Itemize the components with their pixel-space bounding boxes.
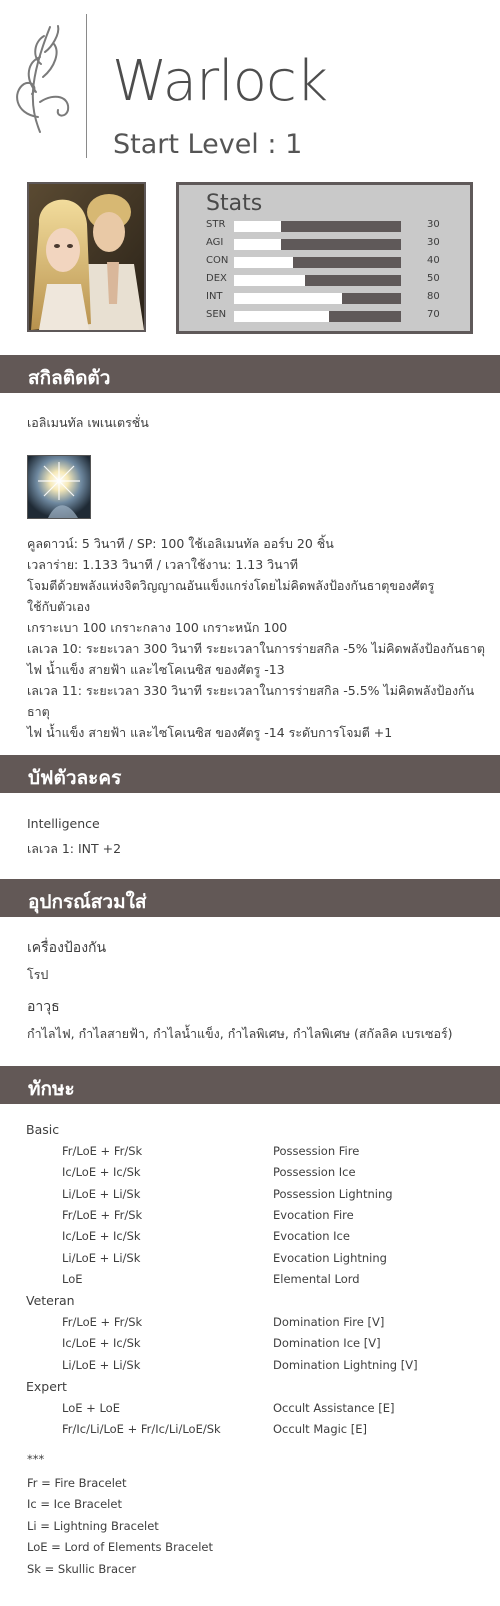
- stat-bar: [234, 275, 401, 286]
- stat-bar: [234, 257, 401, 268]
- stat-value: 40: [427, 255, 440, 266]
- stat-name: CON: [206, 255, 229, 266]
- skill-combo-name: Occult Magic [E]: [273, 1422, 368, 1437]
- stat-bar-fill: [234, 221, 281, 232]
- stat-bar-fill: [234, 275, 305, 286]
- weapon-value: กำไลไฟ, กำไลสายฟ้า, กำไลน้ำแข็ง, กำไลพิเศษ, กำไลพิเศษ (สกัลลิค เบรเซอร์): [27, 1026, 453, 1041]
- stat-row-con: [179, 254, 470, 270]
- stat-bar: [234, 293, 401, 304]
- legend-item: LoE = Lord of Elements Bracelet: [27, 1540, 214, 1555]
- legend-item: Ic = Ice Bracelet: [27, 1497, 122, 1512]
- section-title: อุปกรณ์สวมใส่: [28, 891, 147, 913]
- stat-row-dex: [179, 272, 470, 288]
- stat-bar-fill: [234, 239, 281, 250]
- note-mark: ***: [27, 1451, 45, 1466]
- skill-combo-input: LoE + LoE: [62, 1401, 120, 1415]
- skill-desc-line: เวลาร่าย: 1.133 วินาที / เวลาใช้งาน: 1.13 วินาที: [27, 557, 298, 572]
- feather-logo: [10, 22, 78, 137]
- class-title: Warlock: [112, 49, 328, 114]
- stat-row-str: [179, 218, 470, 234]
- buff-detail: เลเวล 1: INT +2: [27, 841, 122, 856]
- stat-bar: [234, 239, 401, 250]
- stat-value: 30: [427, 219, 440, 230]
- section-title: สกิลติดตัว: [28, 367, 111, 389]
- stat-bar-fill: [234, 311, 329, 322]
- skill-combo-input: Fr/LoE + Fr/Sk: [62, 1315, 143, 1330]
- legend-item: Sk = Skullic Bracer: [27, 1561, 137, 1576]
- header-divider: [86, 14, 87, 158]
- skill-desc-line: ใช้กับตัวเอง: [27, 599, 91, 614]
- skill-description: [27, 533, 487, 743]
- skill-combo-input: Li/LoE + Li/Sk: [62, 1186, 141, 1201]
- skill-combo-name: Domination Ice [V]: [273, 1336, 381, 1351]
- skill-combo-name: Evocation Ice: [273, 1229, 350, 1244]
- armor-value: โรป: [27, 967, 49, 982]
- stat-name: SEN: [206, 309, 227, 320]
- stat-value: 70: [427, 309, 440, 320]
- stats-panel: [176, 182, 473, 334]
- skill-combo-input: Ic/LoE + Ic/Sk: [62, 1165, 141, 1180]
- stat-value: 30: [427, 237, 440, 248]
- armor-label: เครื่องป้องกัน: [27, 940, 107, 956]
- stat-value: 80: [427, 291, 440, 302]
- skill-combo-name: Domination Fire [V]: [273, 1315, 385, 1330]
- skill-group-label: Veteran: [26, 1293, 75, 1309]
- stat-value: 50: [427, 273, 440, 284]
- skill-combo-input: LoE: [62, 1271, 83, 1286]
- character-portrait: [27, 182, 146, 332]
- skill-combo-name: Possession Ice: [273, 1165, 356, 1180]
- skill-combo-name: Evocation Lightning: [273, 1250, 387, 1265]
- start-level: Start Level : 1: [113, 129, 303, 160]
- skill-combo-name: Possession Lightning: [273, 1186, 393, 1201]
- section-title: บัฟตัวละคร: [28, 767, 122, 789]
- stat-row-int: [179, 290, 470, 306]
- skill-desc-line: เลเวล 10: ระยะเวลา 300 วินาที ระยะเวลาในการร่ายสกิล -5% ไม่คิดพลังป้องกันธาตุ: [27, 641, 486, 656]
- skill-combo-name: Domination Lightning [V]: [273, 1357, 418, 1372]
- section-equipment: [0, 879, 500, 917]
- stat-name: INT: [206, 291, 223, 302]
- stat-bar: [234, 221, 401, 232]
- skill-desc-line: ไฟ น้ำแข็ง สายฟ้า และไซโคเนซิส ของศัตรู -14 ระดับการโจมตี +1: [27, 725, 393, 740]
- skill-desc-line: ไฟ น้ำแข็ง สายฟ้า และไซโคเนซิส ของศัตรู -13: [27, 662, 285, 677]
- section-title: ทักษะ: [28, 1078, 75, 1100]
- skill-icon: [27, 455, 91, 519]
- skill-combo-input: Li/LoE + Li/Sk: [62, 1357, 141, 1372]
- stat-name: STR: [206, 219, 226, 230]
- section-buff: [0, 755, 500, 793]
- skill-combo-input: Ic/LoE + Ic/Sk: [62, 1336, 141, 1351]
- stat-row-agi: [179, 236, 470, 252]
- legend-item: Fr = Fire Bracelet: [27, 1475, 127, 1490]
- skill-combo-name: Occult Assistance [E]: [273, 1401, 395, 1415]
- buff-name: Intelligence: [27, 816, 100, 831]
- legend-item: Li = Lightning Bracelet: [27, 1518, 159, 1533]
- skill-desc-line: คูลดาวน์: 5 วินาที / SP: 100 ใช้เอลิเมนทัล ออร์บ 20 ชิ้น: [27, 536, 334, 551]
- stat-bar-fill: [234, 293, 342, 304]
- skill-combo-name: Evocation Fire: [273, 1207, 354, 1222]
- stat-name: AGI: [206, 237, 224, 248]
- skill-name: เอลิเมนทัล เพเนเตรชั่น: [27, 415, 149, 430]
- stat-bar-fill: [234, 257, 293, 268]
- skill-desc-line: เกราะเบา 100 เกราะกลาง 100 เกราะหนัก 100: [27, 620, 288, 635]
- skill-desc-line: เลเวล 11: ระยะเวลา 330 วินาที ระยะเวลาในการร่ายสกิล -5.5% ไม่คิดพลังป้องกันธาตุ: [27, 683, 475, 719]
- stat-row-sen: [179, 308, 470, 324]
- skill-desc-line: โจมตีด้วยพลังแห่งจิตวิญญาณอันแข็งแกร่งโดยไม่คิดพลังป้องกันธาตุของศัตรู: [27, 578, 435, 593]
- stat-bar: [234, 311, 401, 322]
- skill-combo-input: Fr/LoE + Fr/Sk: [62, 1144, 143, 1158]
- skill-combo-input: Li/LoE + Li/Sk: [62, 1250, 141, 1265]
- skill-combo-input: Ic/LoE + Ic/Sk: [62, 1229, 141, 1244]
- skill-combo-input: Fr/Ic/Li/LoE + Fr/Ic/Li/LoE/Sk: [62, 1422, 221, 1437]
- stat-name: DEX: [206, 273, 227, 284]
- skill-combo-input: Fr/LoE + Fr/Sk: [62, 1207, 143, 1222]
- weapon-label: อาวุธ: [27, 999, 60, 1015]
- skill-combo-name: Possession Fire: [273, 1144, 360, 1158]
- stats-title: Stats: [206, 191, 263, 216]
- section-innate-skill: [0, 355, 500, 393]
- skill-combo-name: Elemental Lord: [273, 1271, 360, 1286]
- skill-group-label: Expert: [26, 1379, 67, 1394]
- skill-group-label: Basic: [26, 1122, 60, 1137]
- section-skills: [0, 1066, 500, 1104]
